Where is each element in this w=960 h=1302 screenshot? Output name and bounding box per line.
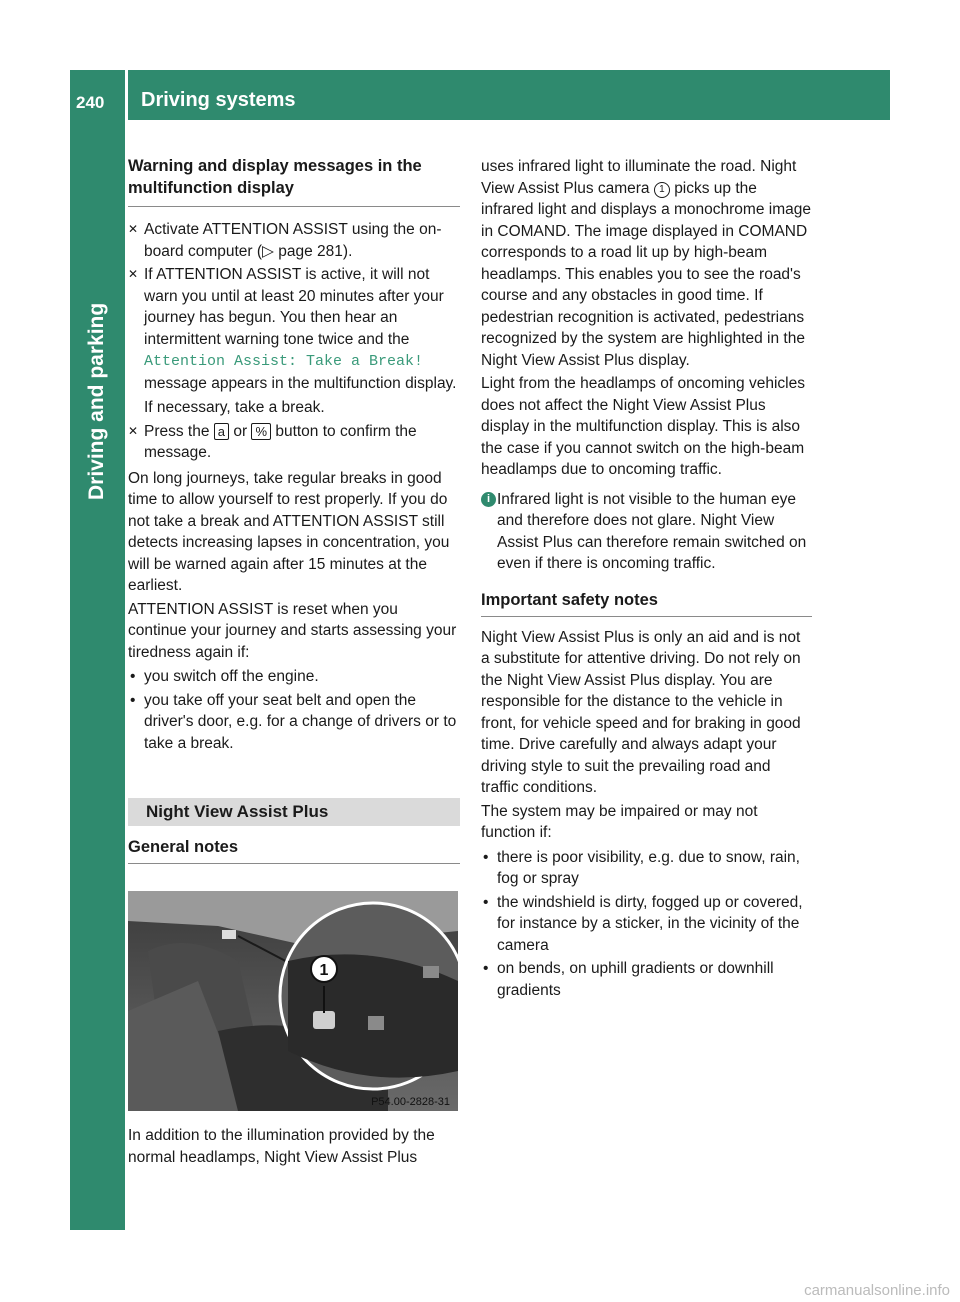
- footer-watermark: carmanualsonline.info: [804, 1282, 950, 1299]
- paragraph-safety: Night View Assist Plus is only an aid and is not a substitute for attentive driving. Do not rely on the Night View Assist Plus display. You are responsible for the distance to the vehicle in front, for vehicle speed and for braking in good time. Drive carefully and always adapt your driving style to suit the prevailing road and traffic conditions.: [481, 628, 801, 796]
- paragraph-infrared: uses infrared light to illuminate the road. Night View Assist Plus camera 1 picks up the infrared light and displays a monochrome image in COMAND. The image displayed in COMAND corresponds to a road lit up by high-beam headlamps. This enables you to see the road's course and any obstacles in good time. If pedestrian recognition is activated, pedestrians recognized by the system are highlighted in the Night View Assist Plus display.: [481, 158, 811, 369]
- callout-1-label: 1: [319, 962, 329, 979]
- paragraph-oncoming: Light from the headlamps of oncoming vehicles does not affect the Night View Assist Plus display in the multifunction display. This is also the case if you cannot switch on the high-beam headlamps due to oncoming traffic.: [481, 375, 805, 478]
- list-item: • the windshield is dirty, fogged up or covered, for instance by a sticker, in the vicinity of the camera: [483, 893, 803, 954]
- figure-code: P54.00-2828-31: [371, 1096, 450, 1108]
- page-ref-link[interactable]: page 281).: [278, 242, 353, 260]
- header-separator: [125, 70, 128, 120]
- callout-1-icon: 1: [654, 182, 670, 198]
- paragraph-impaired: The system may be impaired or may not function if:: [481, 802, 758, 841]
- bullet-icon: •: [483, 848, 489, 866]
- left-column: [128, 155, 460, 864]
- side-tab-label: Driving and parking: [85, 302, 108, 500]
- interior-photo: [128, 891, 458, 1111]
- step-arrow-icon: ✕: [128, 222, 139, 236]
- list-item: • you switch off the engine.: [128, 666, 460, 688]
- camera-figure: [128, 891, 458, 1111]
- section-box-night-view: Night View Assist Plus: [128, 798, 460, 826]
- camera-marker: [222, 930, 236, 939]
- page-number: 240: [76, 93, 105, 112]
- step-confirm: ✕ Press the a or % button to confirm the message.: [128, 422, 417, 461]
- camera-lens: [313, 1011, 335, 1029]
- step-active-warning: ✕ If ATTENTION ASSIST is active, it will not warn you until at least 20 minutes after your journey has begun. You then hear an intermittent warning tone twice and the Attention Assist: Take a Break! message appears in the multifunction display. If necessary, take a break.: [128, 264, 460, 419]
- back-key-icon: %: [251, 423, 271, 440]
- list-item: • there is poor visibility, e.g. due to snow, rain, fog or spray: [483, 848, 800, 887]
- step-arrow-icon: ✕: [128, 267, 139, 281]
- list-item: • you take off your seat belt and open the driver's door, e.g. for a change of drivers or to take a break.: [130, 691, 457, 752]
- step-activate: ✕ Activate ATTENTION ASSIST using the on-board computer (▷ page 281).: [128, 221, 442, 260]
- info-note: i Infrared light is not visible to the human eye and therefore does not glare. Night View Assist Plus can therefore remain switched on even if there is oncoming traffic.: [481, 489, 812, 575]
- heading-safety-notes: Important safety notes: [481, 590, 658, 609]
- display-message: Attention Assist: Take a Break!: [144, 353, 424, 370]
- paragraph-long-journeys: On long journeys, take regular breaks in good time to allow yourself to rest properly. If you do not take a break and ATTENTION ASSIST still detects increasing lapses in concentration, you will be warned again after 15 minutes at the earliest.: [128, 469, 450, 594]
- bullet-icon: •: [483, 960, 489, 977]
- left-column-bottom: [128, 1125, 460, 1168]
- step-arrow-icon: ✕: [128, 423, 139, 438]
- bullet-icon: •: [483, 893, 489, 911]
- step-note: If necessary, take a break.: [144, 399, 325, 416]
- heading-rule: [481, 616, 812, 617]
- info-icon: i: [481, 492, 496, 507]
- list-item: • on bends, on uphill gradients or downhill gradients: [483, 960, 774, 999]
- heading-rule: [128, 206, 460, 207]
- bullet-icon: •: [130, 668, 136, 685]
- heading-general-notes: General notes: [128, 838, 239, 856]
- section-title: Driving systems: [141, 89, 296, 111]
- paragraph-illumination: In addition to the illumination provided by the normal headlamps, Night View Assist Plus: [128, 1127, 435, 1166]
- page-ref-icon: ▷: [262, 242, 274, 260]
- ok-key-icon: a: [214, 423, 229, 440]
- bullet-icon: •: [130, 691, 136, 709]
- heading-rule: [128, 863, 460, 864]
- right-column: [481, 156, 812, 1001]
- paragraph-reset: ATTENTION ASSIST is reset when you continue your journey and starts assessing your tiredness again if:: [128, 600, 457, 661]
- heading-warning-messages: Warning and display messages in the multifunction display: [128, 157, 422, 197]
